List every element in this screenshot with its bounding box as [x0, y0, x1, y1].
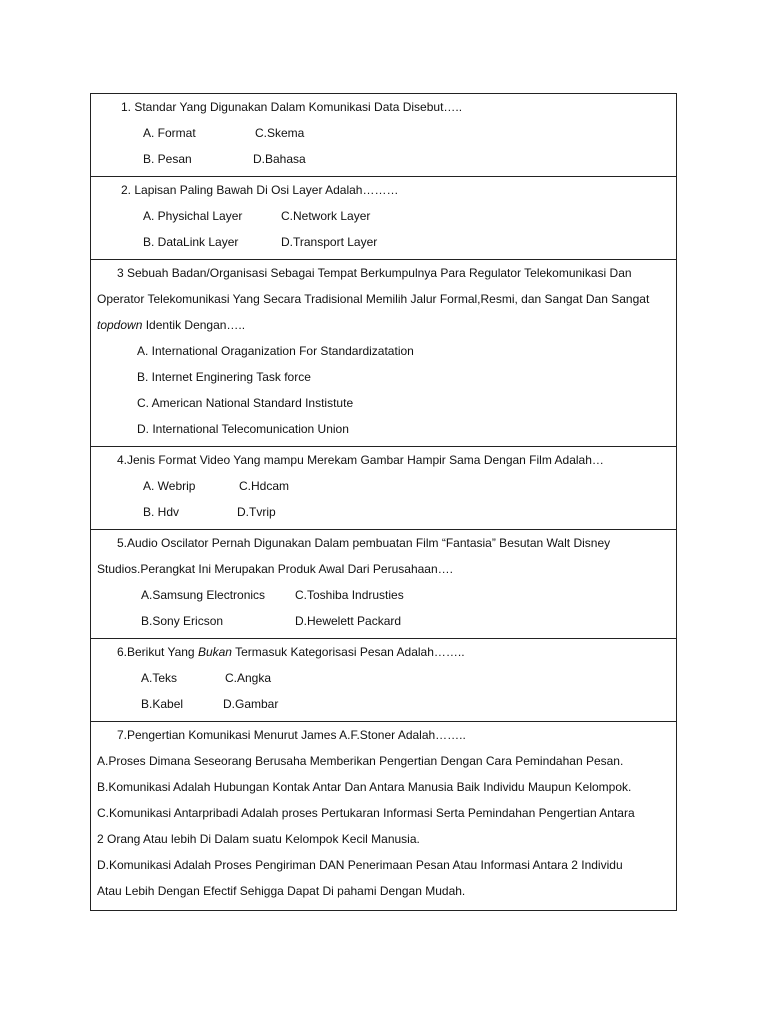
question-text-line: Studios.Perangkat Ini Merupakan Produk Awal Dari Perusahaan….	[97, 562, 453, 576]
option-row	[97, 582, 670, 608]
option-d: D.Gambar	[223, 697, 279, 711]
option-a: A.Teks	[141, 671, 178, 685]
option-c: C.Skema	[255, 126, 305, 140]
option-d: D. International Telecomunication Union	[137, 422, 349, 436]
option-row	[97, 473, 670, 499]
option-d: D.Bahasa	[253, 152, 306, 166]
question-text-line: Operator Telekomunikasi Yang Secara Tradisional Memilih Jalur Formal,Resmi, dan Sangat Dan Sangat	[97, 292, 650, 306]
option-b: B. Hdv	[143, 505, 180, 519]
option-d: D.Hewelett Packard	[295, 614, 402, 628]
option-c: C. American National Standard Instistute	[137, 396, 354, 410]
italic-term: topdown	[97, 318, 143, 332]
option-b: B.Kabel	[141, 697, 184, 711]
question-6	[91, 639, 676, 722]
question-title: 6.Berikut Yang Bukan Termasuk Kategorisasi Pesan Adalah……..	[117, 645, 465, 659]
option-a: A. Format	[143, 126, 196, 140]
option-row	[97, 203, 670, 229]
question-title: 1. Standar Yang Digunakan Dalam Komunikasi Data Disebut…..	[121, 100, 463, 114]
option-row	[97, 229, 670, 255]
option-row	[97, 146, 670, 172]
option-c: C.Toshiba Indrusties	[295, 588, 404, 602]
option-c: C.Network Layer	[281, 209, 371, 223]
answer-line: Atau Lebih Dengan Efectif Sehigga Dapat Di pahami Dengan Mudah.	[97, 884, 466, 898]
option-row	[97, 665, 670, 691]
question-7	[91, 722, 676, 910]
answer-line: D.Komunikasi Adalah Proses Pengiriman DAN Penerimaan Pesan Atau Informasi Antara 2 Individu	[97, 858, 623, 872]
answer-line: C.Komunikasi Antarpribadi Adalah proses Pertukaran Informasi Serta Pemindahan Pengertian Antara	[97, 806, 635, 820]
question-4	[91, 447, 676, 530]
question-table	[90, 93, 677, 911]
question-5	[91, 530, 676, 639]
option-row	[97, 120, 670, 146]
question-1	[91, 94, 676, 177]
answer-line: 2 Orang Atau lebih Di Dalam suatu Kelompok Kecil Manusia.	[97, 832, 420, 846]
option-a: A. Physichal Layer	[143, 209, 243, 223]
option-b: B. Pesan	[143, 152, 192, 166]
question-title: 4.Jenis Format Video Yang mampu Merekam Gambar Hampir Sama Dengan Film Adalah…	[117, 453, 604, 467]
answer-line: B.Komunikasi Adalah Hubungan Kontak Antar Dan Antara Manusia Baik Individu Maupun Kelompok.	[97, 780, 632, 794]
question-text-line: 5.Audio Oscilator Pernah Digunakan Dalam pembuatan Film “Fantasia” Besutan Walt Disney	[117, 536, 611, 550]
question-text-line: topdown Identik Dengan…..	[97, 318, 246, 332]
question-title: 7.Pengertian Komunikasi Menurut James A.F.Stoner Adalah……..	[117, 728, 466, 742]
option-b: B. DataLink Layer	[143, 235, 239, 249]
answer-line: A.Proses Dimana Seseorang Berusaha Memberikan Pengertian Dengan Cara Pemindahan Pesan.	[97, 754, 624, 768]
option-d: D.Transport Layer	[281, 235, 378, 249]
option-row	[97, 608, 670, 634]
option-row	[97, 691, 670, 717]
option-c: C.Angka	[225, 671, 272, 685]
option-a: A. International Oraganization For Standardizatation	[137, 344, 414, 358]
option-a: A. Webrip	[143, 479, 196, 493]
question-3	[91, 260, 676, 447]
question-text-line: 3 Sebuah Badan/Organisasi Sebagai Tempat Berkumpulnya Para Regulator Telekomunikasi Dan	[117, 266, 632, 280]
italic-term: Bukan	[197, 645, 232, 659]
option-d: D.Tvrip	[237, 505, 276, 519]
option-c: C.Hdcam	[239, 479, 290, 493]
question-2	[91, 177, 676, 260]
option-b: B. Internet Enginering Task force	[137, 370, 311, 384]
question-title: 2. Lapisan Paling Bawah Di Osi Layer Adalah………	[121, 183, 399, 197]
option-row	[97, 499, 670, 525]
option-b: B.Sony Ericson	[141, 614, 224, 628]
option-a: A.Samsung Electronics	[141, 588, 266, 602]
